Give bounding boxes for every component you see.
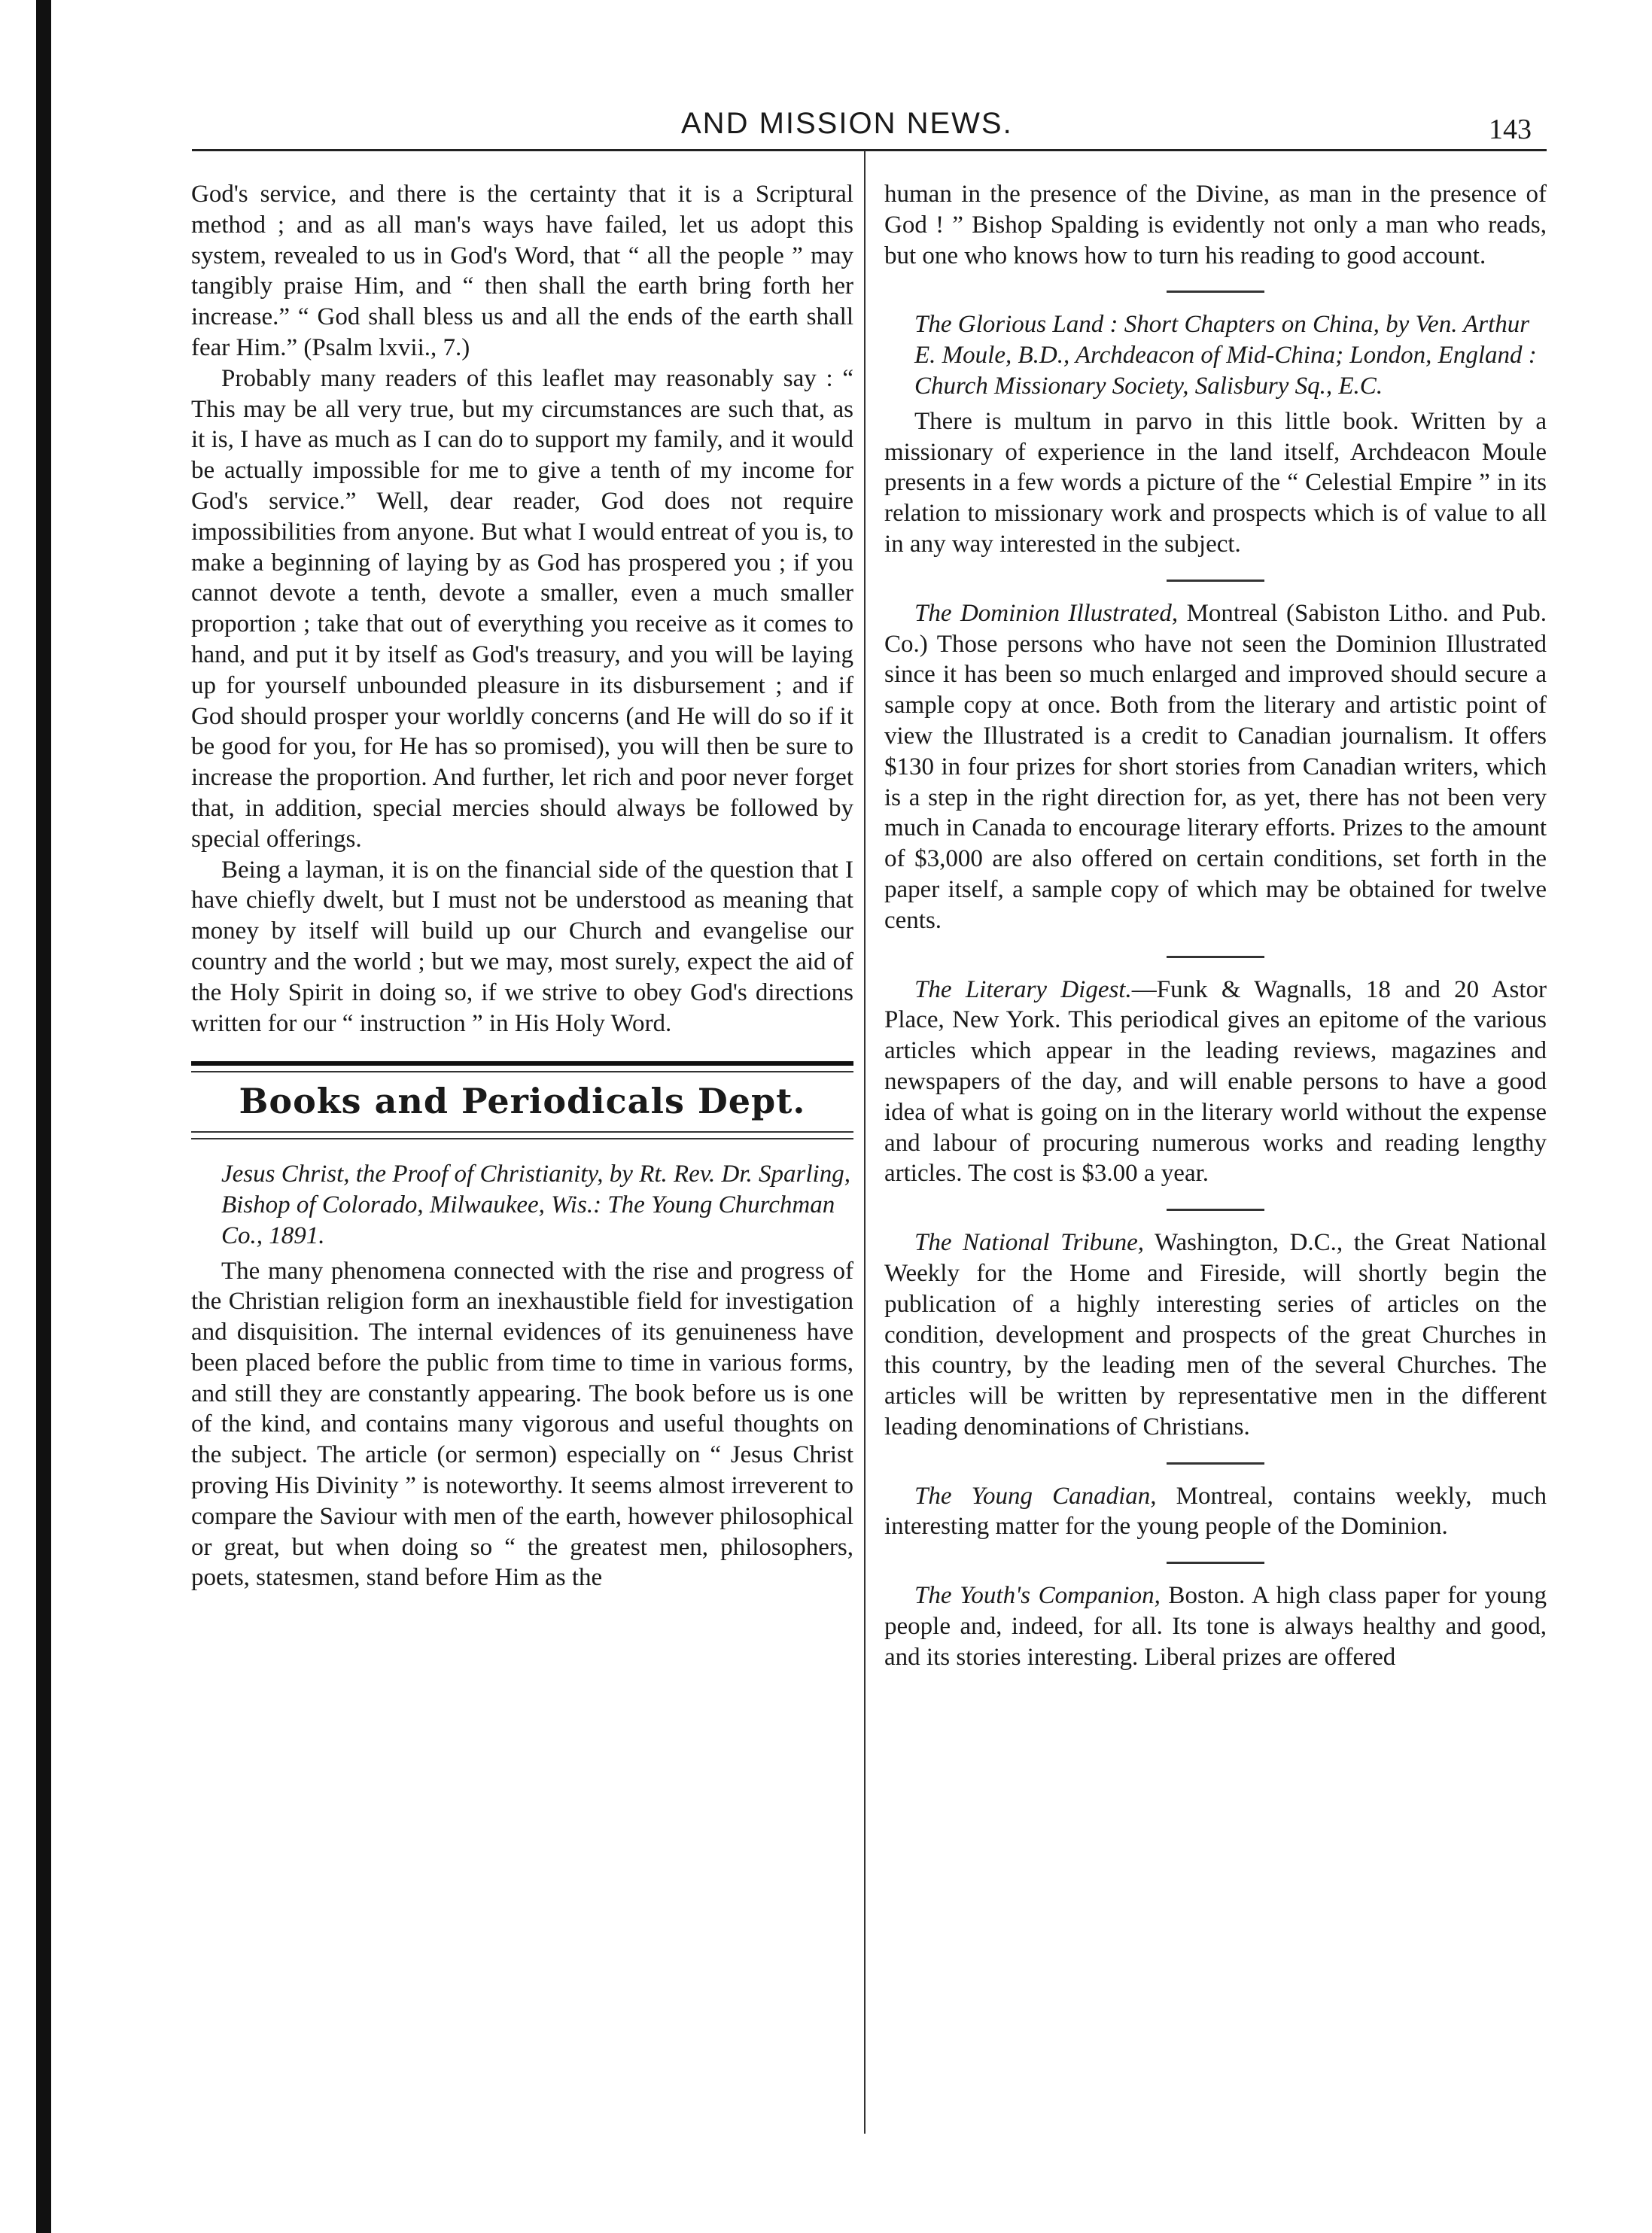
book-citation	[884, 309, 1547, 401]
section-heading: Books and Periodicals Dept.	[239, 1081, 806, 1122]
periodical-title: The Dominion Illustrated,	[914, 599, 1179, 627]
separator-rule	[1167, 580, 1264, 582]
periodical-entry	[884, 598, 1547, 936]
page-number: 143	[1489, 114, 1532, 145]
periodical-text: Washington, D.C., the Great National Weekly for the Home and Fireside, will shortly begin the publication of a highly interesting series of articles on the condition, development and prospects of the great Churches in this country, by the leading men of the several Churches. The articles will be written by representative men in the different leading denominations of Christians.	[884, 1229, 1547, 1440]
periodical-title: The Young Canadian,	[914, 1482, 1157, 1510]
periodical-text: Montreal, contains weekly, much interesting matter for the young people of the Dominion.	[884, 1482, 1547, 1541]
book-review: The many phenomena connected with the rise and progress of the Christian religion form an inexhaustible field for investigation and disquisition. The internal evidences of its genuineness have been placed before the public from time to time in various forms, and still they are constantly appearing. The book before us is one of the kind, and contains many vigorous and useful thoughts on the subject. The article (or sermon) especially on “ Jesus Christ proving His Divinity ” is noteworthy. It seems almost irreverent to compare the Saviour with men of the earth, however philosophical or great, but when doing so “ the greatest men, philosophers, poets, statesmen, stand before Him as the	[191, 1257, 853, 1592]
periodical-entry	[884, 1580, 1547, 1672]
heading-rule-bottom-2	[191, 1138, 853, 1139]
running-title: AND MISSION NEWS.	[681, 107, 1013, 140]
separator-rule	[1167, 1462, 1264, 1465]
heading-rule-bottom	[191, 1131, 853, 1133]
periodical-entry	[884, 975, 1547, 1190]
section-heading-block	[191, 1061, 853, 1139]
column-divider	[864, 151, 866, 2134]
book-citation-text: Jesus Christ, the Proof of Christianity, by Rt. Rev. Dr. Sparling, Bishop of Colorado, Milwaukee, Wis.: The Young Churchman Co., 1891.	[221, 1161, 850, 1249]
page-header	[192, 99, 1547, 152]
periodical-title: The Youth's Companion,	[914, 1582, 1161, 1610]
periodical-entry	[884, 1228, 1547, 1443]
binding-edge	[36, 0, 51, 2233]
periodical-text: Montreal (Sabiston Litho. and Pub. Co.) Those persons who have not seen the Dominion Illustrated since it has been so much enlarged and improved should secure a sample copy at once. Both from the literary and artistic point of view the Illustrated is a credit to Canadian journalism. It offers $130 in four prizes for short stories from Canadian writers, which is a step in the right direction for, as yet, there has not been very much in Canada to encourage literary efforts. Prizes to the amount of $3,000 are also offered on certain conditions, set forth in the paper itself, a sample copy of which may be obtained for twelve cents.	[884, 599, 1547, 934]
left-column	[191, 179, 853, 1593]
separator-rule	[1167, 956, 1264, 958]
book-citation-text: The Glorious Land : Short Chapters on China, by Ven. Arthur E. Moule, B.D., Archdeacon of Mid-China; London, England : Church Missionary Society, Salisbury Sq., E.C.	[914, 311, 1537, 400]
periodical-entry	[884, 1481, 1547, 1543]
right-column	[884, 179, 1547, 1673]
periodical-title: The Literary Digest.	[914, 975, 1132, 1003]
paragraph-continued: God's service, and there is the certainty that it is a Scriptural method ; and as all man's ways have failed, let us adopt this system, revealed to us in God's Word, that “ all the people ” may tangibly praise Him, and “ then shall the earth bring forth her increase.” “ God shall bless us and all the ends of the earth shall fear Him.” (Psalm lxvii., 7.)	[191, 181, 853, 361]
paragraph-continued: human in the presence of the Divine, as man in the presence of God ! ” Bishop Spalding is evidently not only a man who reads, but one who knows how to turn his reading to good account.	[884, 181, 1547, 269]
periodical-text: Boston. A high class paper for young people and, indeed, for all. Its tone is always healthy and good, and its stories interesting. Liberal prizes are offered	[884, 1582, 1547, 1671]
book-citation	[191, 1159, 853, 1251]
periodical-title: The National Tribune,	[914, 1229, 1145, 1257]
heading-rule-top	[191, 1061, 853, 1066]
separator-rule	[1167, 1209, 1264, 1211]
header-rule	[192, 149, 1547, 151]
paragraph: Being a layman, it is on the financial side of the question that I have chiefly dwelt, but I must not be understood as meaning that money by itself will build up our Church and evangelise our country and the world ; but we may, most surely, expect the aid of the Holy Spirit in doing so, if we strive to obey God's directions written for our “ instruction ” in His Holy Word.	[191, 856, 853, 1037]
separator-rule	[1167, 291, 1264, 293]
periodical-text: —Funk & Wagnalls, 18 and 20 Astor Place, New York. This periodical gives an epitome of the various articles which appear in the leading reviews, magazines and newspapers of the day, and will enable persons to have a good idea of what is going on in the literary world without the expense and labour of procuring numerous works and reading lengthy articles. The cost is $3.00 a year.	[884, 975, 1547, 1188]
book-review: There is multum in parvo in this little book. Written by a missionary of experience in the land itself, Archdeacon Moule presents in a few words a picture of the “ Celestial Empire ” in its relation to missionary work and prospects which is of value to all in any way interested in the subject.	[884, 407, 1547, 558]
separator-rule	[1167, 1562, 1264, 1564]
paragraph: Probably many readers of this leaflet may reasonably say : “ This may be all very true, but my circumstances are such that, as it is, I have as much as I can do to support my family, and it would be actually impossible for me to give a tenth of my income for God's service.” Well, dear reader, God does not require impossibilities from anyone. But what I would entreat of you is, to make a beginning of laying by as God has prospered you ; if you cannot devote a tenth, devote a smaller, even a much smaller proportion ; take that out of everything you receive as it comes to hand, and put it by itself as God's treasury, and you will be laying up for yourself unbounded pleasure in its disbursement ; and if God should prosper your worldly concerns (and He will do so if it be good for you, for He has so promised), you will then be sure to increase the proportion. And further, let rich and poor never forget that, in addition, special mercies should always be followed by special offerings.	[191, 364, 853, 853]
